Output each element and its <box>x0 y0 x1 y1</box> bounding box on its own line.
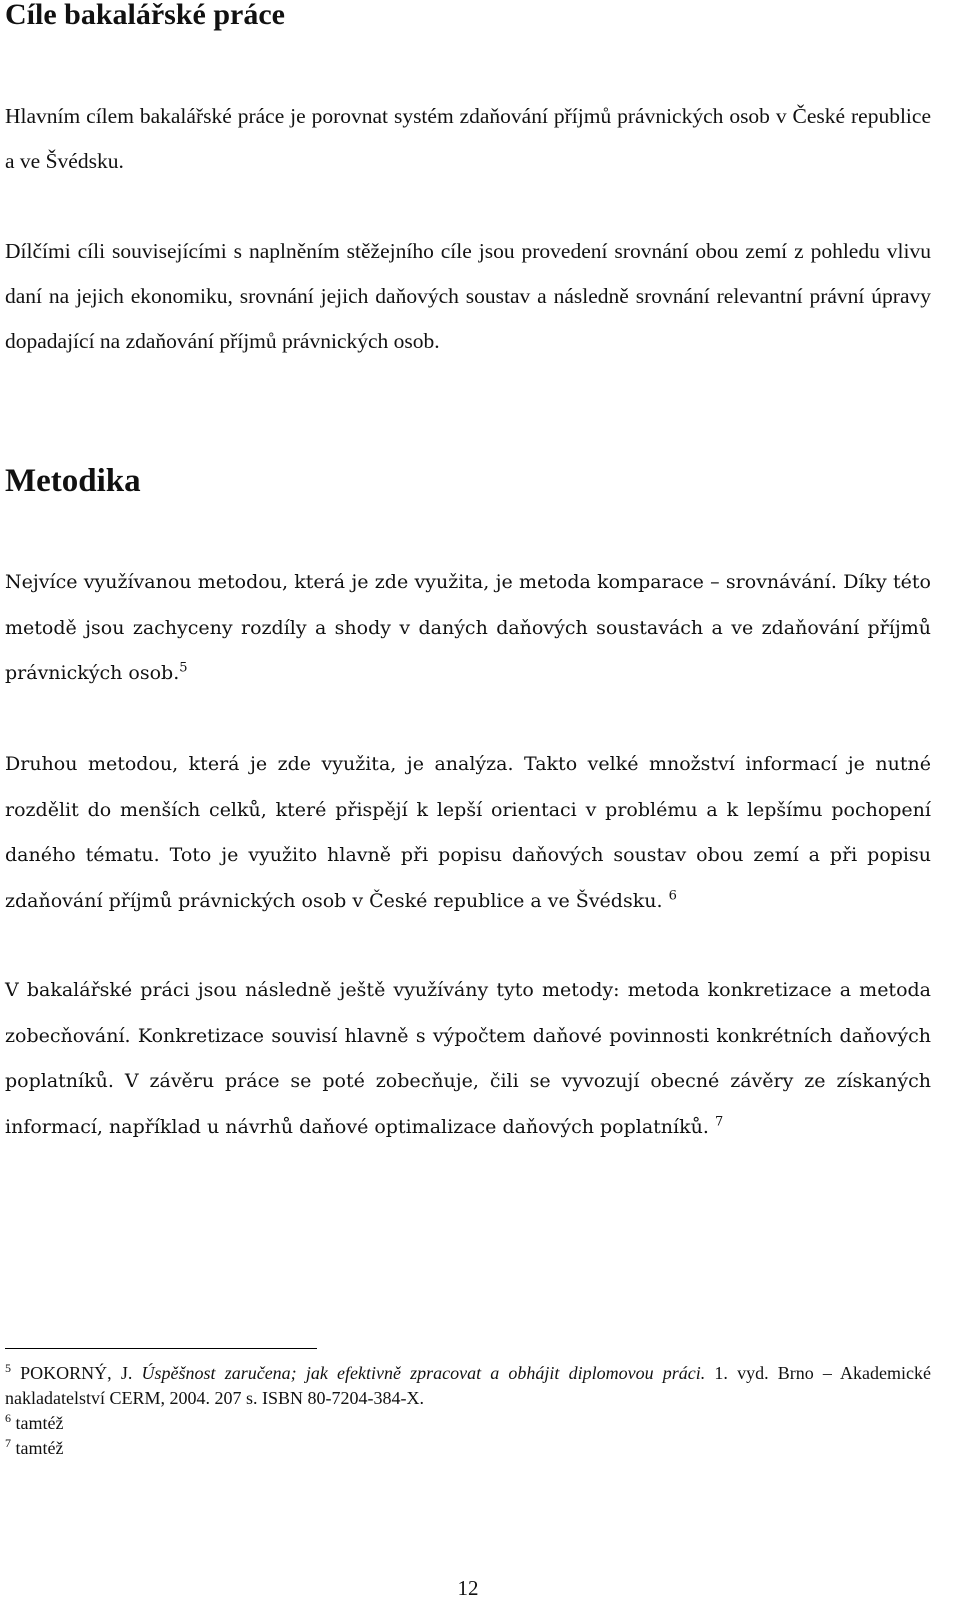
footnote-5 <box>5 1361 931 1411</box>
page-number: 12 <box>457 1576 479 1600</box>
footnote-separator <box>5 1348 317 1349</box>
footnote-reference[interactable]: 7 <box>714 1114 724 1130</box>
footnote-title: Úspěšnost zaručena; jak efektivně zpracovat a obhájit diplomovou práci. <box>141 1363 706 1383</box>
heading-goals: Cíle bakalářské práce <box>5 0 285 31</box>
paragraph-analysis-method <box>5 742 931 924</box>
footnote-reference[interactable]: 5 <box>179 660 188 676</box>
paragraph-text: Druhou metodou, která je zde využita, je analýza. Takto velké množství informací je nutné rozdělit do menších celků, které přispějí k lepší orientaci v problému a k lepšímu pochopení daného tématu. Toto je využito hlavně při popisu daňových soustav obou zemí a při popisu zdaňování příjmů právnických osob v České republice a ve Švédsku. <box>5 753 931 912</box>
footnote-number: 5 <box>5 1361 11 1375</box>
paragraph-comparison-method <box>5 560 931 697</box>
paragraph-text: Nejvíce využívanou metodou, která je zde využita, je metoda komparace – srovnávání. Díky této metodě jsou zachyceny rozdíly a shody v daných daňových soustavách a ve zdaňování příjmů právnických osob. <box>5 571 931 684</box>
footnote-7 <box>5 1436 931 1461</box>
heading-methodology: Metodika <box>5 463 141 499</box>
paragraph-text: V bakalářské práci jsou následně ještě využívány tyto metody: metoda konkretizace a metoda zobecňování. Konkretizace souvisí hlavně s výpočtem daňové povinnosti konkrétních daňových poplatníků. V závěru práce se poté zobecňuje, čili se vyvozují obecné závěry ze získaných informací, například u návrhů daňové optimalizace daňových poplatníků. <box>5 979 931 1138</box>
footnote-number: 7 <box>5 1436 11 1450</box>
paragraph-main-goal: Hlavním cílem bakalářské práce je porovnat systém zdaňování příjmů právnických osob v České republice a ve Švédsku. <box>5 104 931 173</box>
footnotes <box>5 1361 931 1461</box>
footnote-author: POKORNÝ, J. <box>20 1363 133 1383</box>
footnote-details: 1. vyd. Brno – Akademické nakladatelství CERM, 2004. 207 s. ISBN 80-7204-384-X. <box>5 1363 932 1408</box>
footnote-reference[interactable]: 6 <box>668 888 677 904</box>
paragraph-sub-goals: Dílčími cíli souvisejícími s naplněním stěžejního cíle jsou provedení srovnání obou zemí z pohledu vlivu daní na jejich ekonomiku, srovnání jejich daňových soustav a následně srovnání relevantní právní úpravy dopadající na zdaňování příjmů právnických osob. <box>5 239 931 353</box>
footnote-number: 6 <box>5 1411 11 1425</box>
footnote-text: tamtéž <box>15 1438 64 1458</box>
footnote-6 <box>5 1411 931 1436</box>
paragraph-other-methods <box>5 968 931 1150</box>
footnote-text: tamtéž <box>15 1413 64 1433</box>
